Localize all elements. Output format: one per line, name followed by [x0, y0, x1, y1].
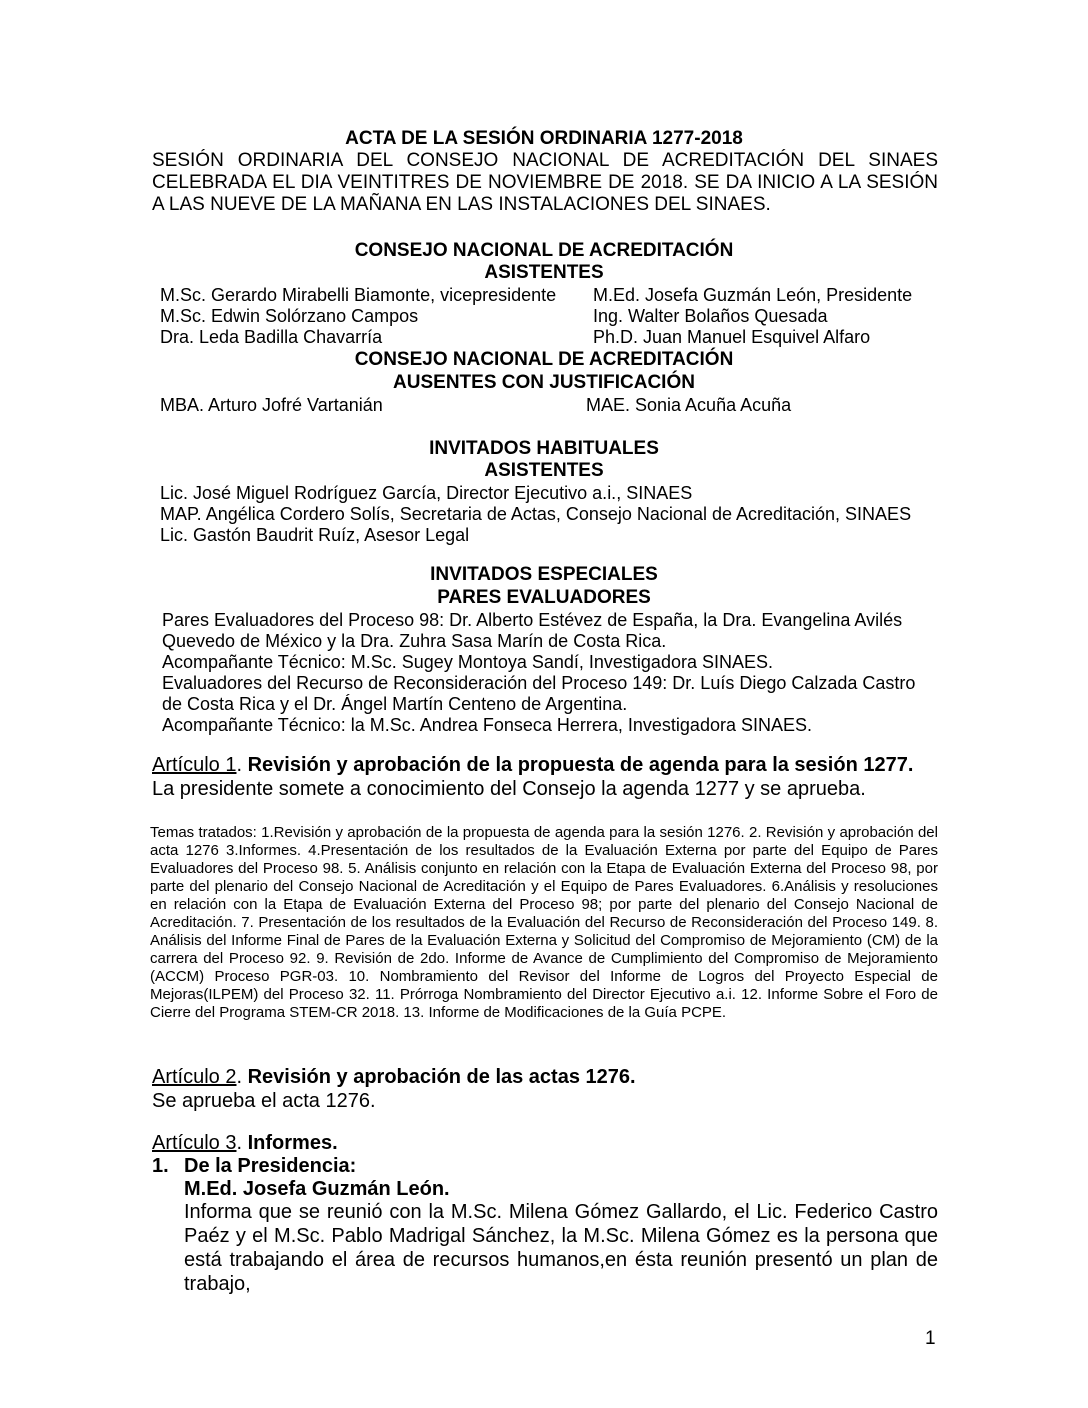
council-present-subheading: ASISTENTES: [484, 262, 604, 283]
absent-right: MAE. Sonia Acuña Acuña: [586, 395, 792, 415]
article-3-title: Informes.: [247, 1132, 338, 1154]
article-2-label: Artículo 2: [152, 1066, 237, 1088]
article-2-heading: Artículo 2. Revisión y aprobación de las actas 1276.: [152, 1066, 636, 1088]
attendee-left-3: Dra. Leda Badilla Chavarría: [160, 327, 383, 347]
page-number: 1: [925, 1328, 936, 1349]
article-1-text: La presidente somete a conocimiento del Consejo la agenda 1277 y se aprueba.: [152, 778, 866, 800]
special-guest-line-6: Acompañante Técnico: la M.Sc. Andrea Fonseca Herrera, Investigadora SINAES.: [162, 715, 812, 735]
special-guests-subheading: PARES EVALUADORES: [437, 587, 651, 608]
article-3-heading: Artículo 3. Informes.: [152, 1132, 338, 1154]
article-2-title: Revisión y aprobación de las actas 1276.: [247, 1066, 636, 1088]
agenda-topics: Temas tratados: 1.Revisión y aprobación de la propuesta de agenda para la sesión 1276. 2. Revisión y aprobación del acta 1276 3.Informes. 4.Presentación de los resultados de la Evaluación Externa por parte del Equipo de Pares Evaluadores del Proceso 98. 5. Análisis conjunto en relación con la Etapa de Evaluación Externa del Proceso 98, por parte del plenario del Consejo Nacional de Acreditación y el Equipo de Pares Evaluadores. 6.Análisis y resoluciones en relación con la Etapa de Evaluación Externa del Proceso 98; por parte del plenario del Consejo Nacional de Acreditación. 7. Presentación de los resultados de la Evaluación del Recurso de Reconsideración del Proceso 149. 8. Análisis del Informe Final de Pares de la Evaluación Externa y Solicitud del Compromiso de Mejoramiento (CM) de la carrera del Proceso 92. 9. Revisión de 2do. Informe de Avance de Cumplimiento del Compromiso de Mejoramiento (ACCM) Proceso PGR-03. 10. Nombramiento del Revisor del Informe de Logros del Proyecto Especial de Mejoras(ILPEM) del Proceso 32. 11. Prórroga Nombramiento del Director Ejecutivo a.i. 12. Informe Sobre el Foro de Cierre del Programa STEM-CR 2018. 13. Informe de Modificaciones de la Guía PCPE.: [150, 824, 938, 1021]
regular-guests-heading: INVITADOS HABITUALES: [429, 438, 659, 459]
document-title: ACTA DE LA SESIÓN ORDINARIA 1277-2018: [345, 128, 743, 149]
special-guest-line-4: Evaluadores del Recurso de Reconsideración del Proceso 149: Dr. Luís Diego Calzada Castro: [162, 673, 916, 693]
attendee-right-1: M.Ed. Josefa Guzmán León, Presidente: [593, 285, 913, 305]
article-1-title: Revisión y aprobación de la propuesta de agenda para la sesión 1277.: [247, 754, 914, 776]
article-2-text: Se aprueba el acta 1276.: [152, 1090, 376, 1112]
session-intro: SESIÓN ORDINARIA DEL CONSEJO NACIONAL DE ACREDITACIÓN DEL SINAES CELEBRADA EL DIA VEINTITRES DE NOVIEMBRE DE 2018. SE DA INICIO A LA SESIÓN A LAS NUEVE DE LA MAÑANA EN LAS INSTALACIONES DEL SINAES.: [152, 150, 938, 215]
special-guest-line-3: Acompañante Técnico: M.Sc. Sugey Montoya Sandí, Investigadora SINAES.: [162, 652, 773, 672]
council-absent-subheading: AUSENTES CON JUSTIFICACIÓN: [393, 372, 695, 393]
regular-guest-2: MAP. Angélica Cordero Solís, Secretaria de Actas, Consejo Nacional de Acreditación, SINAES: [160, 504, 912, 524]
council-absent-heading: CONSEJO NACIONAL DE ACREDITACIÓN: [354, 349, 734, 370]
article-1-label: Artículo 1: [152, 754, 237, 776]
special-guest-line-5: de Costa Rica y el Dr. Ángel Martín Centeno de Argentina.: [162, 694, 628, 714]
special-guests-heading: INVITADOS ESPECIALES: [430, 564, 658, 585]
attendee-left-2: M.Sc. Edwin Solórzano Campos: [160, 306, 419, 326]
attendee-left-1: M.Sc. Gerardo Mirabelli Biamonte, vicepresidente: [160, 285, 557, 305]
article-1-heading: Artículo 1. Revisión y aprobación de la propuesta de agenda para la sesión 1277.: [152, 754, 914, 776]
special-guest-line-1: Pares Evaluadores del Proceso 98: Dr. Alberto Estévez de España, la Dra. Evangelina Avilés: [162, 610, 903, 630]
regular-guest-3: Lic. Gastón Baudrit Ruíz, Asesor Legal: [160, 525, 470, 545]
report-person: M.Ed. Josefa Guzmán León.: [184, 1178, 450, 1200]
article-3-label: Artículo 3: [152, 1132, 237, 1154]
regular-guests-subheading: ASISTENTES: [484, 460, 604, 481]
report-text: Informa que se reunió con la M.Sc. Milena Gómez Gallardo, el Lic. Federico Castro Paéz y el M.Sc. Pablo Madrigal Sánchez, la M.Sc. Milena Gómez es la persona que está trabajando el área de recursos humanos,en ésta reunión presentó un plan de trabajo,: [184, 1201, 938, 1295]
special-guest-line-2: Quevedo de México y la Dra. Zuhra Sasa Marín de Costa Rica.: [162, 631, 667, 651]
report-item-number: 1.: [152, 1155, 169, 1177]
absent-left: MBA. Arturo Jofré Vartanián: [160, 395, 383, 415]
report-item-title: De la Presidencia:: [184, 1155, 357, 1177]
council-present-heading: CONSEJO NACIONAL DE ACREDITACIÓN: [354, 240, 734, 261]
attendee-right-3: Ph.D. Juan Manuel Esquivel Alfaro: [593, 327, 871, 347]
regular-guest-1: Lic. José Miguel Rodríguez García, Director Ejecutivo a.i., SINAES: [160, 483, 693, 503]
attendee-right-2: Ing. Walter Bolaños Quesada: [593, 306, 828, 326]
